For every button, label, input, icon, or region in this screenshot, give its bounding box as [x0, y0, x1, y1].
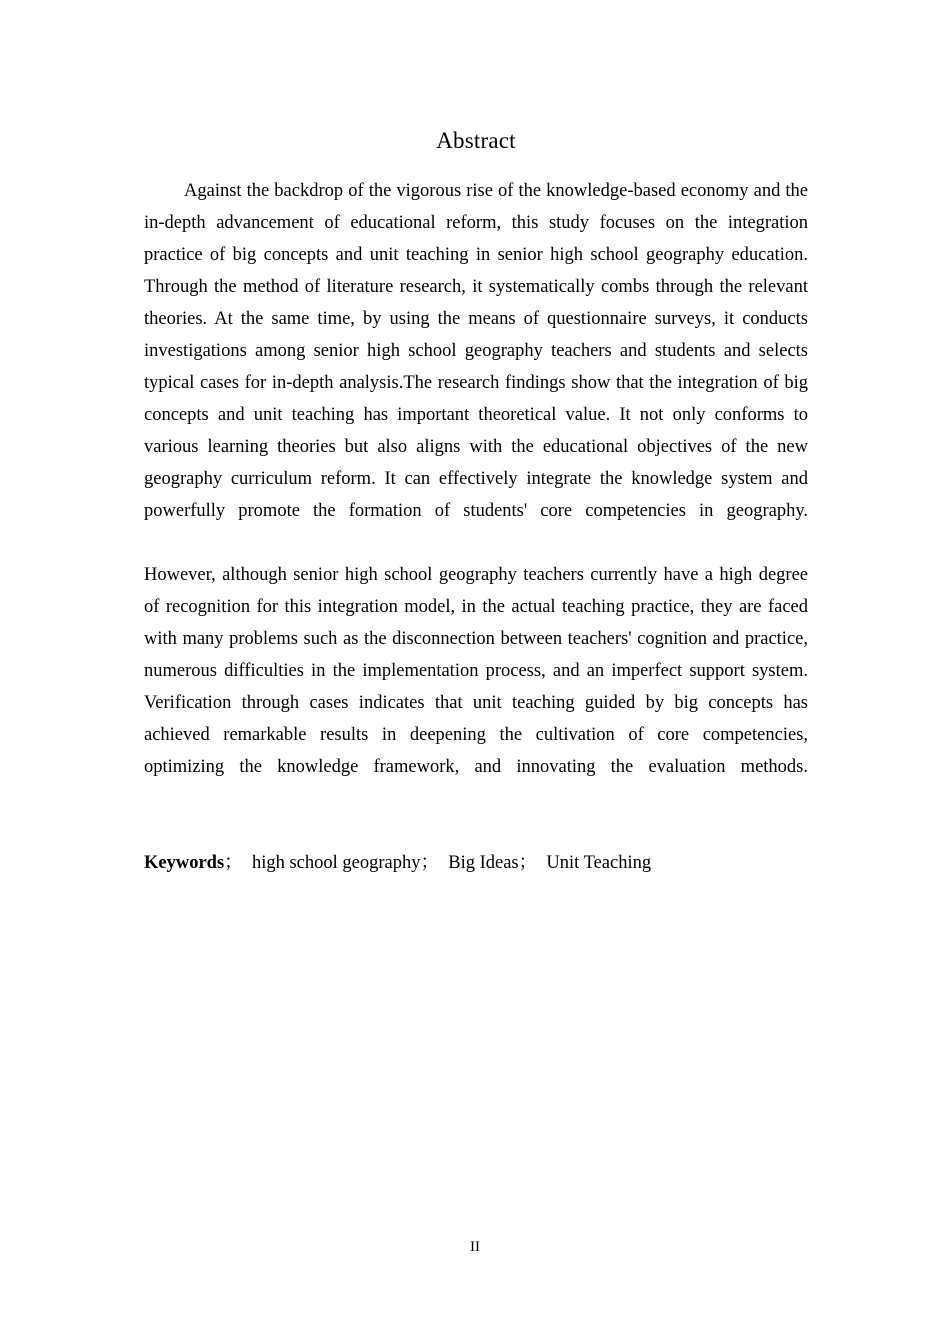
- abstract-paragraph-2: However, although senior high school geography teachers currently have a high degree of recognition for this integration model, in the actual teaching practice, they are faced with many problems such as the disconnection between teachers' cognition and practice, numerous difficulties in the implementation process, and an imperfect support system. Verification through cases indicates that unit teaching guided by big concepts has achieved remarkable results in deepening the cultivation of core competencies, optimizing the knowledge framework, and innovating the evaluation methods.: [144, 565, 808, 777]
- page-number-footer: II: [470, 1239, 480, 1255]
- abstract-paragraph-1: Against the backdrop of the vigorous rise of the knowledge-based economy and the in-depth advancement of educational reform, this study focuses on the integration practice of big concepts and unit teaching in senior high school geography education. Through the method of literature research, it systematically combs through the relevant theories. At the same time, by using the means of questionnaire surveys, it conducts investigations among senior high school geography teachers and students and selects typical cases for in-depth analysis.The research findings show that the integration of big concepts and unit teaching has important theoretical value. It not only conforms to various learning theories but also aligns with the educational objectives of the new geography curriculum reform. It can effectively integrate the knowledge system and powerfully promote the formation of students' core competencies in geography.: [144, 181, 808, 521]
- keywords-separator-0: ；: [224, 853, 243, 873]
- page-title: Abstract: [436, 128, 516, 153]
- keyword-term-3: Unit Teaching: [546, 853, 652, 873]
- keywords-line: [144, 815, 808, 879]
- keyword-term-1: high school geography: [251, 853, 421, 873]
- keyword-term-2: Big Ideas: [448, 853, 519, 873]
- abstract-body: [144, 175, 808, 815]
- keywords-separator-1: ；: [420, 853, 439, 873]
- keywords-label: Keywords: [144, 853, 225, 873]
- keywords-separator-2: ；: [518, 853, 538, 873]
- page-content: [144, 0, 808, 879]
